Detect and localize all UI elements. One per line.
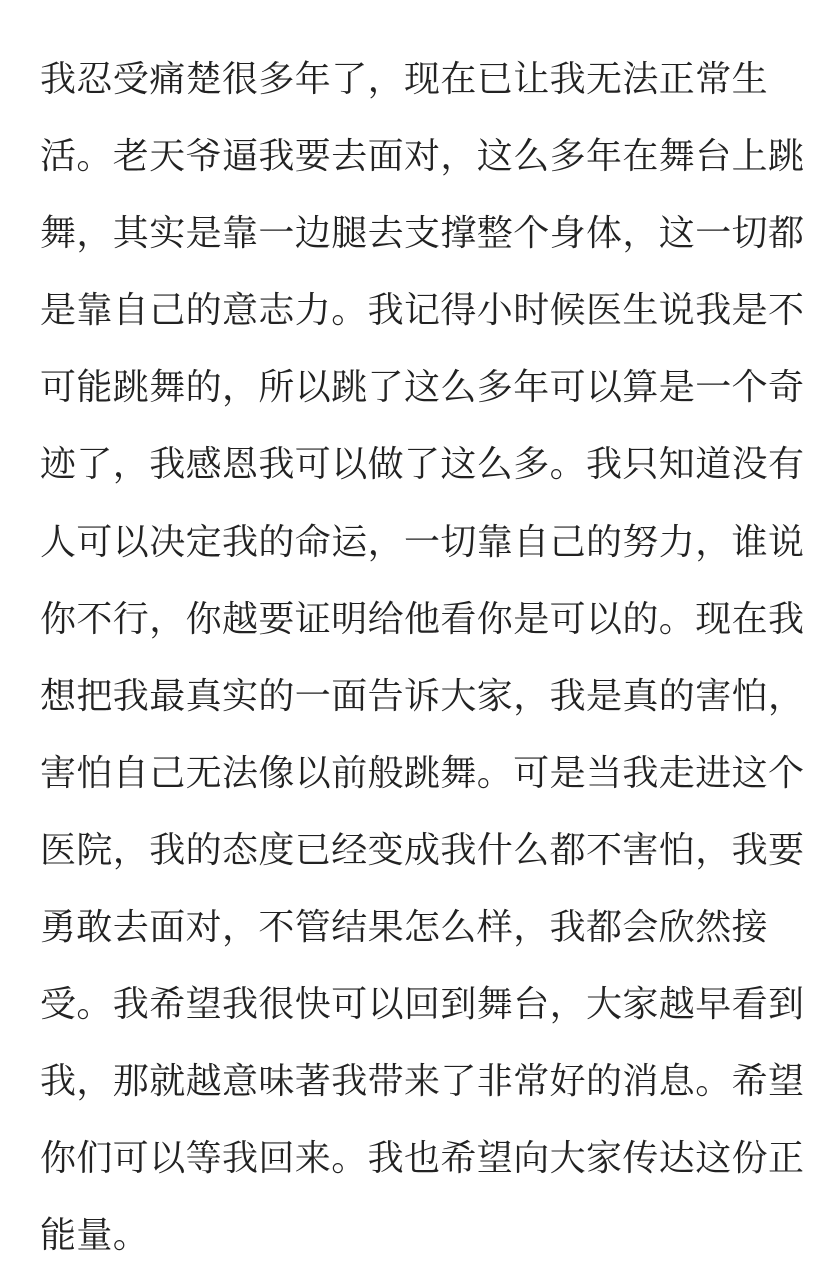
text-line: 舞，其实是靠一边腿去支撑整个身体，这一切都 [40, 213, 805, 255]
text-line: 勇敢去面对，不管结果怎么样，我都会欣然接 [40, 907, 769, 949]
text-line: 能量。 [40, 1215, 150, 1257]
text-line: 你不行，你越要证明给他看你是可以的。现在我 [40, 598, 805, 640]
text-line: 是靠自己的意志力。我记得小时候医生说我是不 [40, 290, 805, 332]
text-line: 人可以决定我的命运，一切靠自己的努力，谁说 [40, 521, 805, 563]
text-line: 迹了，我感恩我可以做了这么多。我只知道没有 [40, 444, 805, 486]
document-body [40, 52, 805, 1286]
text-line: 害怕自己无法像以前般跳舞。可是当我走进这个 [40, 752, 805, 794]
text-line: 想把我最真实的一面告诉大家，我是真的害怕， [40, 675, 805, 717]
text-line: 你们可以等我回来。我也希望向大家传达这份正 [40, 1138, 805, 1180]
text-line: 我忍受痛楚很多年了，现在已让我无法正常生 [40, 59, 769, 100]
text-line: 医院，我的态度已经变成我什么都不害怕，我要 [40, 829, 805, 871]
text-line: 活。老天爷逼我要去面对，这么多年在舞台上跳 [40, 136, 805, 178]
text-line: 可能跳舞的，所以跳了这么多年可以算是一个奇 [40, 367, 805, 409]
text-line: 受。我希望我很快可以回到舞台，大家越早看到 [40, 984, 805, 1026]
text-line: 我，那就越意味著我带来了非常好的消息。希望 [40, 1061, 805, 1103]
